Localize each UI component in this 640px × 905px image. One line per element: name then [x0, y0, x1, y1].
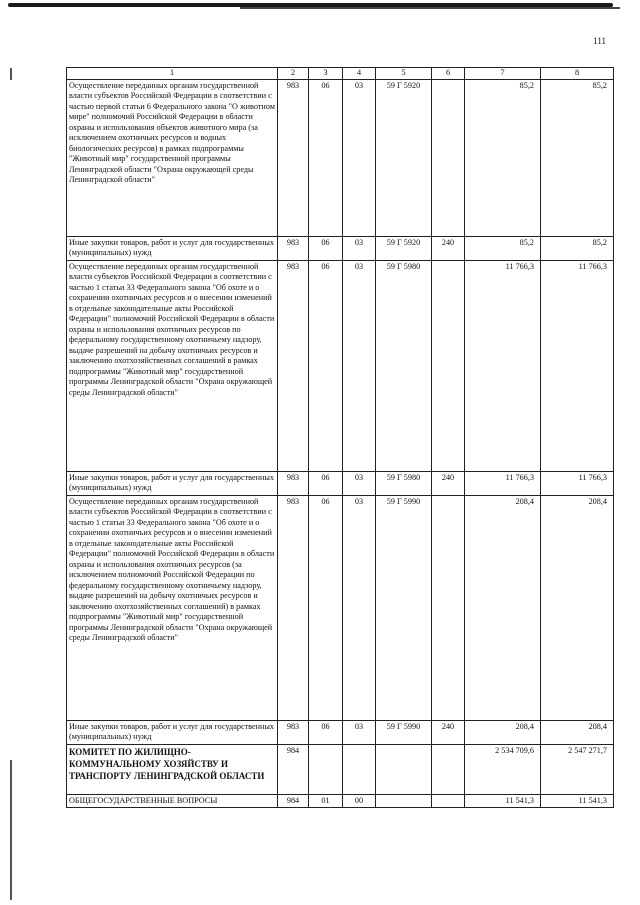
cell-amount-1: 2 534 709,6 — [465, 744, 541, 794]
cell-target-article: 59 Г 5980 — [376, 260, 432, 471]
row-description: Иные закупки товаров, работ и услуг для государственных (муниципальных) нужд — [67, 720, 278, 744]
table-row — [67, 495, 614, 720]
cell-expense-type: 240 — [432, 471, 465, 495]
cell-expense-type: 240 — [432, 236, 465, 260]
budget-table — [66, 67, 614, 808]
column-header: 3 — [309, 68, 343, 80]
cell-ved: 983 — [278, 260, 309, 471]
cell-target-article: 59 Г 5980 — [376, 471, 432, 495]
cell-subsection: 00 — [343, 794, 376, 808]
cell-amount-2: 2 547 271,7 — [541, 744, 614, 794]
column-header: 8 — [541, 68, 614, 80]
cell-section: 01 — [309, 794, 343, 808]
margin-mark — [10, 760, 12, 900]
cell-amount-2: 11 541,3 — [541, 794, 614, 808]
cell-subsection: 03 — [343, 495, 376, 720]
cell-target-article: 59 Г 5920 — [376, 79, 432, 236]
cell-ved: 983 — [278, 495, 309, 720]
table-row — [67, 744, 614, 794]
row-description: ОБЩЕГОСУДАРСТВЕННЫЕ ВОПРОСЫ — [67, 794, 278, 808]
cell-amount-1: 208,4 — [465, 495, 541, 720]
cell-expense-type — [432, 79, 465, 236]
cell-amount-1: 85,2 — [465, 79, 541, 236]
cell-ved: 983 — [278, 471, 309, 495]
table-row — [67, 260, 614, 471]
cell-ved: 984 — [278, 744, 309, 794]
cell-amount-1: 85,2 — [465, 236, 541, 260]
row-description: Осуществление переданных органам государственной власти субъектов Российской Федерации в соответствии с частью 1 статьи 33 Федерального закона "Об охоте и о сохранении охотничьих ресурсов и о внесении изменений в отдельные законодательные акты Российской Федерации" полномочий Российской Федерации в области охраны и использования охотничьих ресурсов (за исключением полномочий Российской Федерации по федеральному государственному охотничьему надзору, выдаче разрешений на добычу охотничьих ресурсов и заключению охотхозяйственных соглашений) в рамках подпрограммы "Животный мир" государственной программы Ленинградской области "Охрана окружающей среды Ленинградской области" — [67, 495, 278, 720]
table-row — [67, 794, 614, 808]
cell-expense-type — [432, 744, 465, 794]
table-row — [67, 236, 614, 260]
cell-amount-2: 85,2 — [541, 236, 614, 260]
table-row — [67, 720, 614, 744]
cell-ved: 983 — [278, 79, 309, 236]
row-description: Иные закупки товаров, работ и услуг для государственных (муниципальных) нужд — [67, 236, 278, 260]
cell-target-article: 59 Г 5990 — [376, 495, 432, 720]
row-description: КОМИТЕТ ПО ЖИЛИЩНО-КОММУНАЛЬНОМУ ХОЗЯЙСТВУ И ТРАНСПОРТУ ЛЕНИНГРАДСКОЙ ОБЛАСТИ — [67, 744, 278, 794]
cell-expense-type: 240 — [432, 720, 465, 744]
cell-subsection: 03 — [343, 471, 376, 495]
cell-amount-1: 11 766,3 — [465, 471, 541, 495]
header-row — [67, 68, 614, 80]
table-row — [67, 471, 614, 495]
cell-ved: 983 — [278, 236, 309, 260]
margin-mark — [10, 68, 12, 80]
scan-edge-shadow — [240, 7, 620, 9]
cell-ved: 984 — [278, 794, 309, 808]
table-row — [67, 79, 614, 236]
cell-section: 06 — [309, 236, 343, 260]
column-header: 1 — [67, 68, 278, 80]
row-description: Осуществление переданных органам государственной власти субъектов Российской Федерации в соответствии с частью 1 статьи 33 Федерального закона "Об охоте и о сохранении охотничьих ресурсов и о внесении изменений в отдельные законодательные акты Российской Федерации" полномочий Российской Федерации в области охраны и использования охотничьих ресурсов по федеральному государственному охотничьему надзору, выдаче разрешений на добычу охотничьих ресурсов и заключению охотхозяйственных соглашений в рамках подпрограммы "Животный мир" государственной программы Ленинградской области "Охрана окружающей среды Ленинградской области" — [67, 260, 278, 471]
cell-amount-2: 11 766,3 — [541, 471, 614, 495]
cell-amount-2: 208,4 — [541, 495, 614, 720]
cell-amount-2: 11 766,3 — [541, 260, 614, 471]
cell-amount-1: 208,4 — [465, 720, 541, 744]
cell-amount-2: 85,2 — [541, 79, 614, 236]
cell-section — [309, 744, 343, 794]
page-number: 111 — [593, 36, 606, 46]
column-header: 7 — [465, 68, 541, 80]
cell-amount-1: 11 541,3 — [465, 794, 541, 808]
column-header: 6 — [432, 68, 465, 80]
column-header: 5 — [376, 68, 432, 80]
column-header: 2 — [278, 68, 309, 80]
cell-expense-type — [432, 495, 465, 720]
cell-ved: 983 — [278, 720, 309, 744]
cell-subsection: 03 — [343, 236, 376, 260]
cell-expense-type — [432, 794, 465, 808]
cell-subsection: 03 — [343, 79, 376, 236]
cell-subsection — [343, 744, 376, 794]
cell-subsection: 03 — [343, 720, 376, 744]
cell-target-article — [376, 744, 432, 794]
cell-amount-2: 208,4 — [541, 720, 614, 744]
cell-expense-type — [432, 260, 465, 471]
cell-subsection: 03 — [343, 260, 376, 471]
row-description: Осуществление переданных органам государственной власти субъектов Российской Федерации в соответствии с частью первой статьи 6 Федерального закона "О животном мире" полномочий Российской Федерации в области охраны и использования объектов животного мира (за исключением охотничьих ресурсов и водных биологических ресурсов) в рамках подпрограммы "Животный мир" государственной программы Ленинградской области "Охрана окружающей среды Ленинградской области" — [67, 79, 278, 236]
cell-target-article — [376, 794, 432, 808]
cell-section: 06 — [309, 495, 343, 720]
row-description: Иные закупки товаров, работ и услуг для государственных (муниципальных) нужд — [67, 471, 278, 495]
cell-target-article: 59 Г 5920 — [376, 236, 432, 260]
cell-section: 06 — [309, 79, 343, 236]
cell-amount-1: 11 766,3 — [465, 260, 541, 471]
cell-target-article: 59 Г 5990 — [376, 720, 432, 744]
cell-section: 06 — [309, 720, 343, 744]
cell-section: 06 — [309, 471, 343, 495]
cell-section: 06 — [309, 260, 343, 471]
column-header: 4 — [343, 68, 376, 80]
